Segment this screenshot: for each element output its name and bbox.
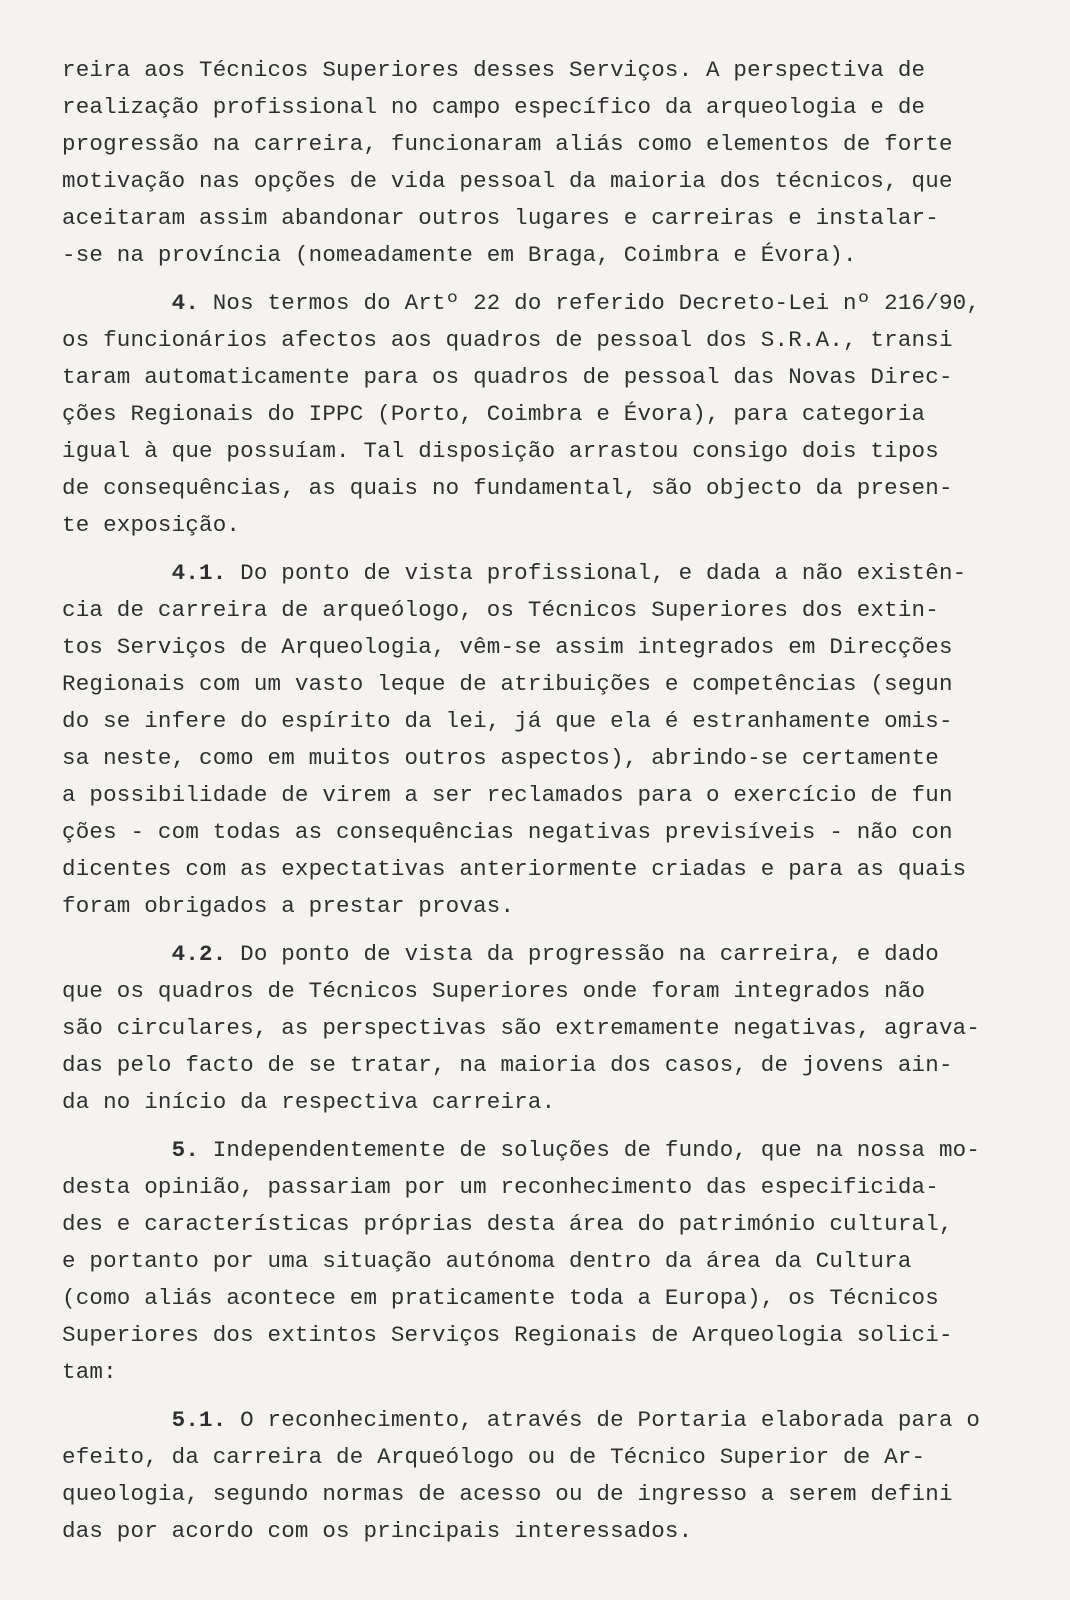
- paragraph-line: Nos termos do Artº 22 do referido Decreto-Lei nº 216/90,: [199, 290, 981, 316]
- paragraph-line: Do ponto de vista da progressão na carreira, e dado: [226, 941, 939, 967]
- paragraph-line: efeito, da carreira de Arqueólogo ou de Técnico Superior de Ar-: [62, 1444, 926, 1470]
- paragraph-line: taram automaticamente para os quadros de pessoal das Novas Direc-: [62, 364, 953, 390]
- paragraph-line: ções - com todas as consequências negativas previsíveis - não con: [62, 819, 953, 845]
- paragraph-line: queologia, segundo normas de acesso ou de ingresso a serem defini: [62, 1481, 953, 1507]
- paragraph-line: aceitaram assim abandonar outros lugares e carreiras e instalar-: [62, 205, 939, 231]
- section-number: 5.1.: [171, 1407, 227, 1433]
- paragraph-line: des e características próprias desta área do património cultural,: [62, 1211, 953, 1237]
- paragraph-line: Regionais com um vasto leque de atribuições e competências (segun: [62, 671, 953, 697]
- paragraph-line: Do ponto de vista profissional, e dada a não existên-: [226, 560, 967, 586]
- paragraph-first-line: [62, 1402, 1022, 1439]
- paragraph-line: e portanto por uma situação autónoma dentro da área da Cultura: [62, 1248, 912, 1274]
- paragraph-first-line: [62, 555, 1022, 592]
- paragraph-line: desta opinião, passariam por um reconhecimento das especificida-: [62, 1174, 939, 1200]
- paragraph-line: cia de carreira de arqueólogo, os Técnicos Superiores dos extin-: [62, 597, 939, 623]
- paragraph-line: de consequências, as quais no fundamental, são objecto da presen-: [62, 475, 953, 501]
- document-body: [62, 52, 1022, 1550]
- paragraph-first-line: [62, 936, 1022, 973]
- paragraph-line: os funcionários afectos aos quadros de pessoal dos S.R.A., transi: [62, 327, 953, 353]
- paragraph-first-line: [62, 1132, 1022, 1169]
- paragraph-line: que os quadros de Técnicos Superiores onde foram integrados não: [62, 978, 926, 1004]
- paragraph-line: realização profissional no campo específico da arqueologia e de: [62, 94, 926, 120]
- paragraph-line: sa neste, como em muitos outros aspectos), abrindo-se certamente: [62, 745, 939, 771]
- section-number: 4.: [171, 290, 200, 316]
- section-number: 4.2.: [171, 941, 227, 967]
- paragraph-line: das por acordo com os principais interessados.: [62, 1518, 693, 1544]
- paragraph-line: Independentemente de soluções de fundo, que na nossa mo-: [199, 1137, 981, 1163]
- paragraph-line: tam:: [62, 1359, 117, 1385]
- paragraph-line: das pelo facto de se tratar, na maioria dos casos, de jovens ain-: [62, 1052, 953, 1078]
- paragraph-line: ções Regionais do IPPC (Porto, Coimbra e Évora), para categoria: [62, 401, 926, 427]
- paragraph-line: foram obrigados a prestar provas.: [62, 893, 515, 919]
- paragraph-line: igual à que possuíam. Tal disposição arrastou consigo dois tipos: [62, 438, 939, 464]
- paragraph-line: motivação nas opções de vida pessoal da maioria dos técnicos, que: [62, 168, 953, 194]
- paragraph-line: O reconhecimento, através de Portaria elaborada para o: [226, 1407, 981, 1433]
- section-number: 5.: [171, 1137, 200, 1163]
- paragraph-first-line: [62, 285, 1022, 322]
- paragraph-line: reira aos Técnicos Superiores desses Serviços. A perspectiva de: [62, 57, 926, 83]
- section-number: 4.1.: [171, 560, 227, 586]
- paragraph-line: a possibilidade de virem a ser reclamados para o exercício de fun: [62, 782, 953, 808]
- paragraph-line: dicentes com as expectativas anteriormente criadas e para as quais: [62, 856, 967, 882]
- paragraph-line: (como aliás acontece em praticamente toda a Europa), os Técnicos: [62, 1285, 939, 1311]
- paragraph-line: -se na província (nomeadamente em Braga, Coimbra e Évora).: [62, 242, 857, 268]
- paragraph-line: da no início da respectiva carreira.: [62, 1089, 556, 1115]
- paragraph-line: Superiores dos extintos Serviços Regionais de Arqueologia solici-: [62, 1322, 953, 1348]
- paragraph-line: tos Serviços de Arqueologia, vêm-se assim integrados em Direcções: [62, 634, 953, 660]
- paragraph-line: são circulares, as perspectivas são extremamente negativas, agrava-: [62, 1015, 981, 1041]
- paragraph-line: do se infere do espírito da lei, já que ela é estranhamente omis-: [62, 708, 953, 734]
- paragraph-line: progressão na carreira, funcionaram aliás como elementos de forte: [62, 131, 953, 157]
- paragraph-line: te exposição.: [62, 512, 241, 538]
